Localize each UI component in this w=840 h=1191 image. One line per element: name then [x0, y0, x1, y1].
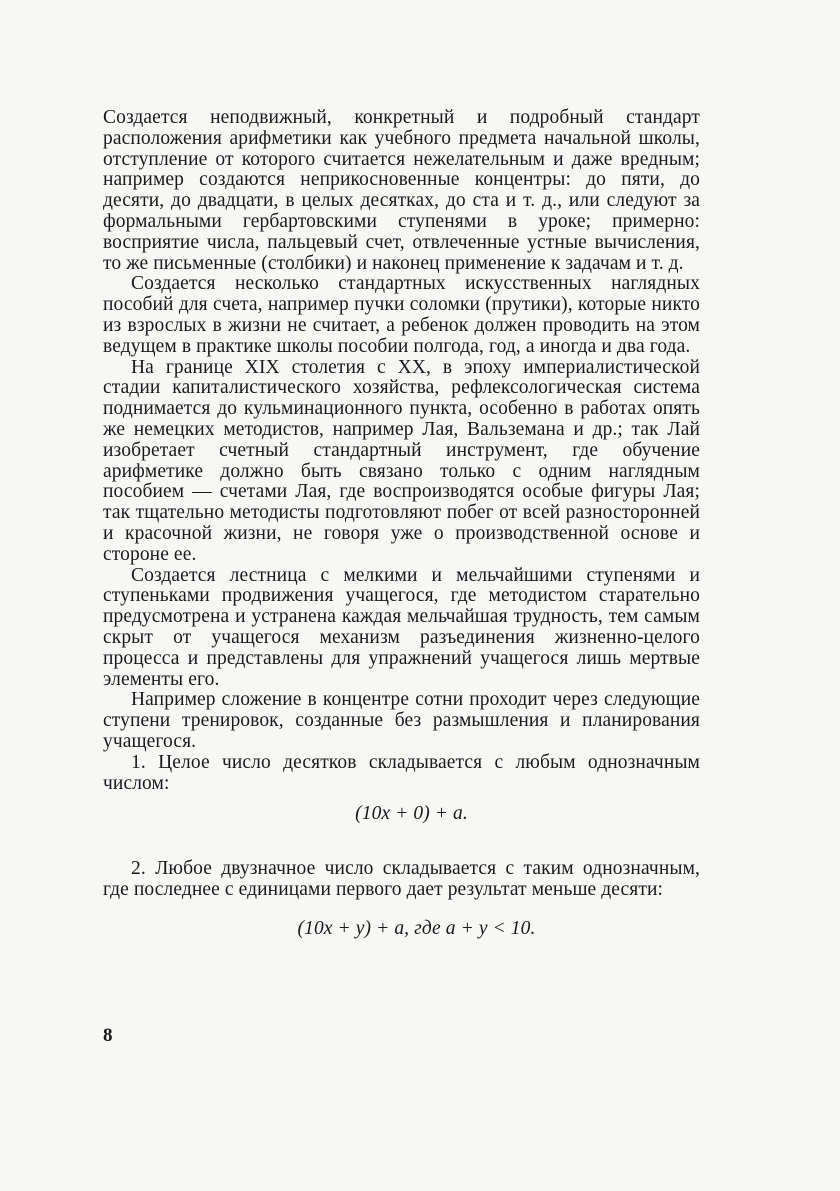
- formula-step-1: (10x + 0) + a.: [355, 803, 468, 825]
- page-body: [103, 108, 700, 939]
- paragraph-step-1: 1. Целое число десятков складывается с любым однозначным числом:: [103, 751, 700, 794]
- paragraph-standard: Создается неподвижный, конкретный и подробный стандарт расположения арифметики как учебного предмета начальной школы, отступление от которого считается нежелательным и даже вредным; например создаются неприкосновенные концентры: до пяти, до десяти, до двадцати, в целых десятках, до ста и т. д., или следуют за формальными гербартовскими ступенями в уроке; примерно: восприятие числа, пальцевый счет, отвлеченные устные вычисления, то же письменные (столбики) и наконец применение к задачам и т. д.: [103, 107, 700, 274]
- formula-step-2: (10x + y) + a, где a + y < 10.: [297, 917, 536, 939]
- page-number: 8: [103, 1025, 113, 1046]
- paragraph-lay-method: На границе XIX столетия с XX, в эпоху империалистической стадии капиталистического хозяйства, рефлексологическая система поднимается до кульминационного пункта, особенно в работах опять же немецких методистов, например Лая, Вальземана и др.; так Лай изобретает счетный стандартный инструмент, где обучение арифметике должно быть связано только с одним наглядным пособием — счетами Лая, где воспроизводятся особые фигуры Лая; так тщательно методисты подготовляют побег от всей разносторонней и красочной жизни, не говоря уже о производственной основе и стороне ее.: [103, 356, 700, 565]
- paragraph-ladder: Создается лестница с мелкими и мельчайшими ступенями и ступеньками продвижения учащегося, где методистом старательно предусмотрена и устранена каждая мельчайшая трудность, тем самым скрыт от учащегося механизм разъединения жизненно-целого процесса и представлены для упражнений учащегося лишь мертвые элементы его.: [103, 564, 700, 690]
- paragraph-step-2: 2. Любое двузначное число складывается с таким однозначным, где последнее с единицами первого дает результат меньше десяти:: [103, 858, 700, 900]
- paragraph-example: Например сложение в концентре сотни проходит через следующие ступени тренировок, созданные без размышления и планирования учащегося.: [103, 689, 700, 752]
- paragraph-visual-aids: Создается несколько стандартных искусственных наглядных пособий для счета, например пучки соломки (прутики), которые никто из взрослых в жизни не считает, а ребенок должен проводить на этом ведущем в практике школы пособии полгода, год, а иногда и два года.: [103, 273, 700, 357]
